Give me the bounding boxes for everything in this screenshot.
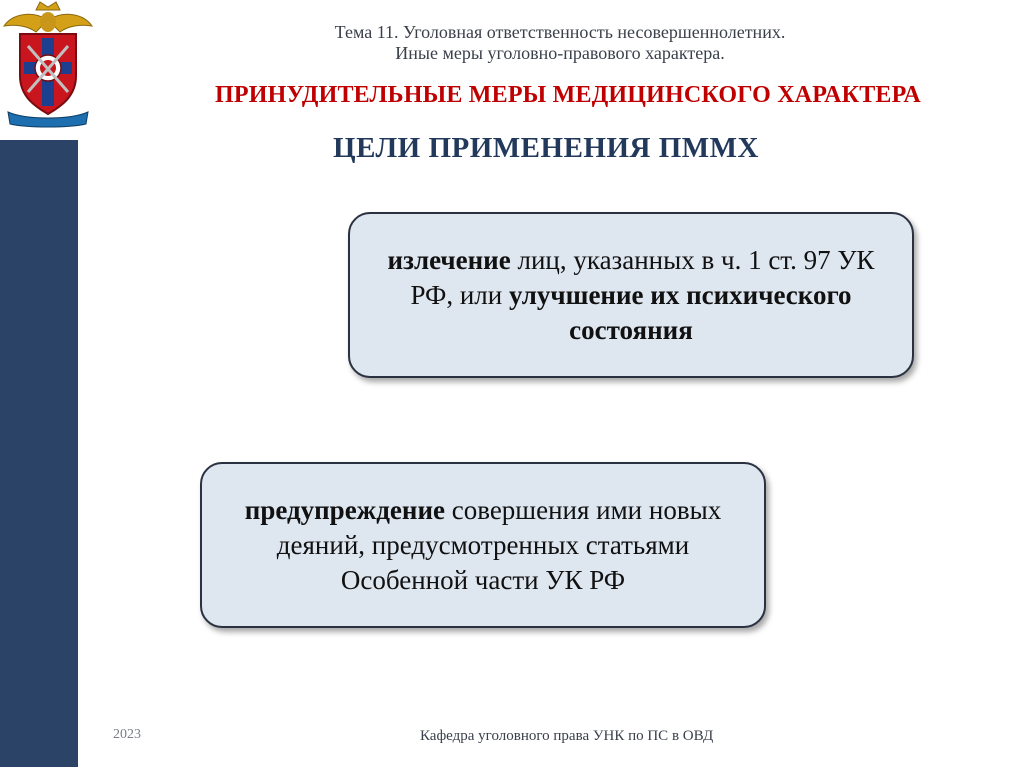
goal-keyword-treatment: излечение xyxy=(387,244,511,275)
goal-keyword-prevention: предупреждение xyxy=(244,494,445,525)
goal-body-treatment: лиц, указанных в ч. 1 ст. 97 УК РФ, или xyxy=(410,244,875,310)
topic-line-2: Иные меры уголовно-правового характера. xyxy=(395,43,725,63)
footer-year: 2023 xyxy=(113,727,141,742)
slide-subtitle: ЦЕЛИ ПРИМЕНЕНИЯ ПММХ xyxy=(333,132,759,164)
topic-line-1: Тема 11. Уголовная ответственность несовершеннолетних. xyxy=(334,22,786,42)
goal-body-prevention: совершения ими новых деяний, предусмотренных статьями Особенной части УК РФ xyxy=(276,494,722,595)
goal-text-prevention xyxy=(230,493,736,598)
left-sidebar-bar xyxy=(0,140,78,767)
footer-department: Кафедра уголовного права УНК по ПС в ОВД xyxy=(420,728,714,744)
slide-title: ПРИНУДИТЕЛЬНЫЕ МЕРЫ МЕДИЦИНСКОГО ХАРАКТЕРА xyxy=(215,82,921,108)
goal-text-treatment xyxy=(378,243,884,348)
goal-box-treatment xyxy=(348,212,914,378)
goal-keyword-improvement: улучшение их психического состояния xyxy=(508,279,852,345)
goal-box-prevention xyxy=(200,462,766,628)
academy-emblem-icon xyxy=(2,0,94,128)
